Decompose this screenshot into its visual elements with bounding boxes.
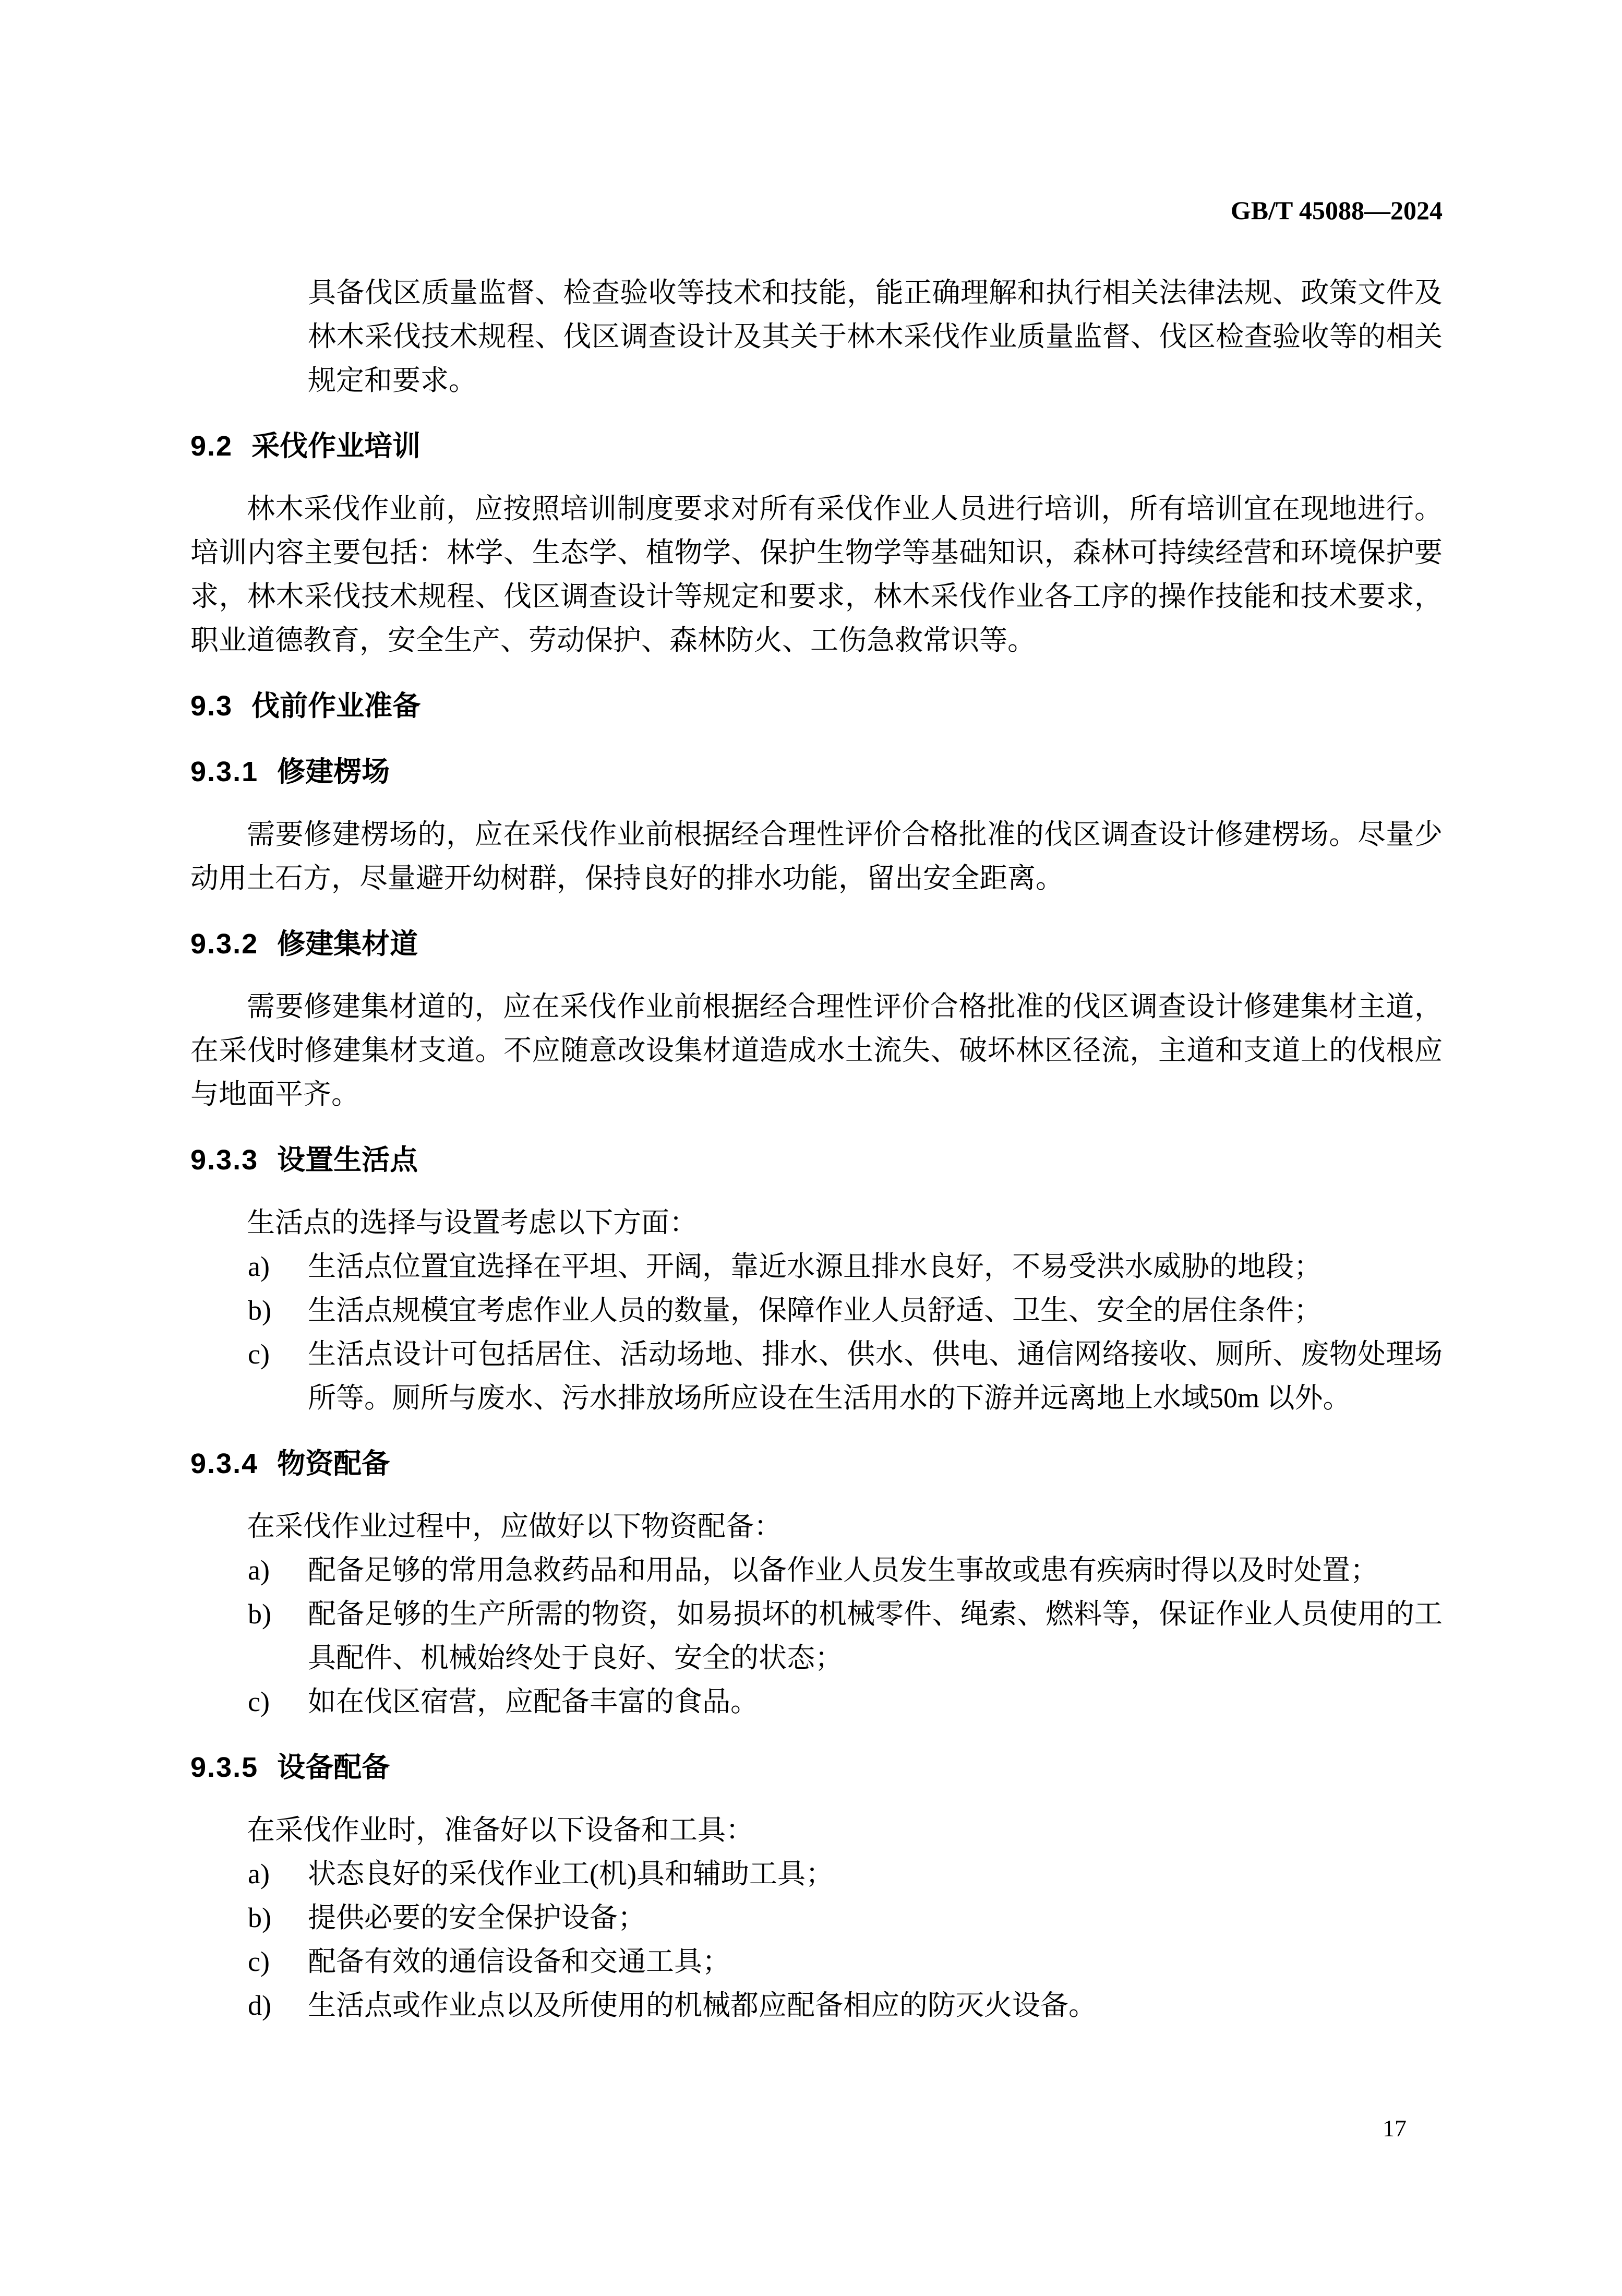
- list-item-label: c): [248, 1338, 270, 1370]
- list-item-text: 生活点设计可包括居住、活动场地、排水、供水、供电、通信网络接收、厕所、废物处理场所等。厕所与废水、污水排放场所应设在生活用水的下游并远离地上水域50m 以外。: [308, 1338, 1443, 1414]
- list-item-label: c): [248, 1686, 270, 1717]
- list-item-text: 配备足够的生产所需的物资，如易损坏的机械零件、绳索、燃料等，保证作业人员使用的工具配件、机械始终处于良好、安全的状态；: [308, 1598, 1443, 1673]
- clause-number: 9.2: [190, 430, 233, 462]
- list-item: [248, 1245, 1443, 1288]
- clause-number: 9.3: [190, 690, 233, 722]
- list-item-text: 生活点或作业点以及所使用的机械都应配备相应的防灭火设备。: [308, 1990, 1097, 2021]
- standard-number-header: GB/T 45088—2024: [1230, 196, 1443, 225]
- clause-title: 设置生活点: [277, 1144, 418, 1176]
- list-item: [248, 1896, 1443, 1940]
- paragraph-9-3-2: 需要修建集材道的，应在采伐作业前根据经合理性评价合格批准的伐区调查设计修建集材主道，在采伐时修建集材支道。不应随意改设集材道造成水土流失、破坏林区径流，主道和支道上的伐根应与地面平齐。: [190, 991, 1443, 1110]
- list-item-text: 生活点规模宜考虑作业人员的数量，保障作业人员舒适、卫生、安全的居住条件；: [308, 1295, 1322, 1326]
- list-item-text: 提供必要的安全保护设备；: [308, 1902, 646, 1933]
- section-heading-9-3-5: [190, 1745, 1443, 1789]
- list-item-text: 状态良好的采伐作业工(机)具和辅助工具；: [308, 1858, 834, 1890]
- page-number: 17: [1383, 2115, 1407, 2142]
- clause-number: 9.3.1: [190, 756, 259, 787]
- section-heading-9-2: [190, 424, 1443, 468]
- paragraph-9-3-5-intro: 在采伐作业时，准备好以下设备和工具：: [247, 1814, 754, 1846]
- list-item: [248, 1548, 1443, 1592]
- list-item-text: 如在伐区宿营，应配备丰富的食品。: [308, 1686, 759, 1717]
- clause-number: 9.3.5: [190, 1752, 259, 1783]
- list-item-text: 生活点位置宜选择在平坦、开阔，靠近水源且排水良好，不易受洪水威胁的地段；: [308, 1251, 1322, 1282]
- lettered-list-9-3-4: [248, 1548, 1443, 1724]
- clause-title: 修建楞场: [277, 756, 390, 787]
- section-heading-9-3: [190, 684, 1443, 728]
- list-item-label: a): [248, 1554, 270, 1586]
- list-item: [248, 1680, 1443, 1724]
- document-page: [190, 196, 1443, 2027]
- intro-continuation-paragraph: 具备伐区质量监督、检查验收等技术和技能，能正确理解和执行相关法律法规、政策文件及林木采伐技术规程、伐区调查设计及其关于林木采伐作业质量监督、伐区检查验收等的相关规定和要求。: [308, 277, 1443, 396]
- list-item: [248, 1592, 1443, 1680]
- list-item-label: b): [248, 1902, 271, 1933]
- paragraph-9-3-3-intro: 生活点的选择与设置考虑以下方面：: [247, 1207, 698, 1238]
- paragraph-9-3-4-intro: 在采伐作业过程中，应做好以下物资配备：: [247, 1511, 782, 1542]
- lettered-list-9-3-3: [248, 1245, 1443, 1420]
- clause-title: 设备配备: [277, 1752, 390, 1783]
- list-item-label: a): [248, 1251, 270, 1282]
- section-heading-9-3-4: [190, 1442, 1443, 1486]
- list-item-text: 配备有效的通信设备和交通工具；: [308, 1946, 730, 1977]
- list-item: [248, 1983, 1443, 2027]
- clause-title: 伐前作业准备: [251, 690, 421, 722]
- clause-number: 9.3.2: [190, 928, 259, 960]
- clause-number: 9.3.3: [190, 1144, 259, 1176]
- list-item: [248, 1940, 1443, 1983]
- clause-title: 物资配备: [277, 1448, 390, 1479]
- list-item-text: 配备足够的常用急救药品和用品，以备作业人员发生事故或患有疾病时得以及时处置；: [308, 1554, 1378, 1586]
- lettered-list-9-3-5: [248, 1852, 1443, 2027]
- clause-number: 9.3.4: [190, 1448, 259, 1479]
- list-item: [248, 1288, 1443, 1332]
- list-item-label: b): [248, 1295, 271, 1326]
- clause-title: 修建集材道: [277, 928, 418, 960]
- paragraph-9-2: 林木采伐作业前，应按照培训制度要求对所有采伐作业人员进行培训，所有培训宜在现地进行。培训内容主要包括：林学、生态学、植物学、保护生物学等基础知识，森林可持续经营和环境保护要求，林木采伐技术规程、伐区调查设计等规定和要求，林木采伐作业各工序的操作技能和技术要求，职业道德教育，安全生产、劳动保护、森林防火、工伤急救常识等。: [190, 493, 1443, 656]
- list-item-label: b): [248, 1598, 271, 1630]
- paragraph-9-3-1: 需要修建楞场的，应在采伐作业前根据经合理性评价合格批准的伐区调查设计修建楞场。尽量少动用土石方，尽量避开幼树群，保持良好的排水功能，留出安全距离。: [190, 819, 1443, 894]
- list-item-label: d): [248, 1990, 271, 2021]
- section-heading-9-3-3: [190, 1138, 1443, 1182]
- section-heading-9-3-2: [190, 922, 1443, 966]
- section-heading-9-3-1: [190, 750, 1443, 794]
- list-item: [248, 1852, 1443, 1896]
- clause-title: 采伐作业培训: [251, 430, 421, 462]
- list-item-label: c): [248, 1946, 270, 1977]
- list-item: [248, 1332, 1443, 1420]
- list-item-label: a): [248, 1858, 270, 1890]
